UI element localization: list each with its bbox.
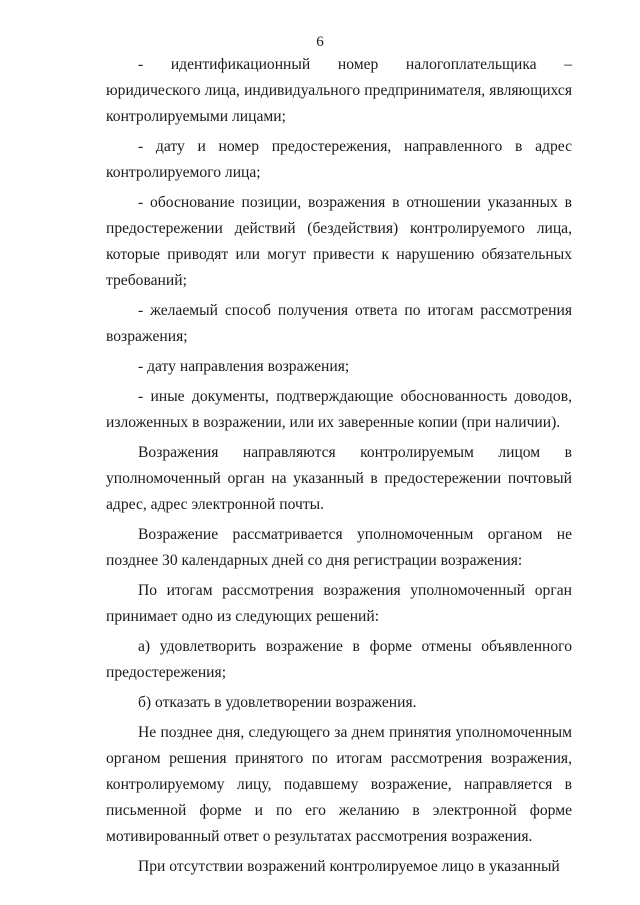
paragraph-reply-method: - желаемый способ получения ответа по итогам рассмотрения возражения; bbox=[106, 302, 572, 345]
paragraph-review-period: Возражение рассматривается уполномоченным органом не позднее 30 календарных дней со дня регистрации возражения: bbox=[106, 526, 572, 569]
paragraph-objections-sent: Возражения направляются контролируемым лицом в уполномоченный орган на указанный в предостережении почтовый адрес, адрес электронной почты. bbox=[106, 444, 572, 513]
paragraph-decisions: По итогам рассмотрения возражения уполномоченный орган принимает одно из следующих решений: bbox=[106, 582, 572, 625]
document-body bbox=[106, 52, 572, 880]
paragraph-sending-date: - дату направления возражения; bbox=[138, 358, 350, 375]
paragraph-other-documents: - иные документы, подтверждающие обоснованность доводов, изложенных в возражении, или их заверенные копии (при наличии). bbox=[106, 388, 572, 431]
paragraph-warning-date: - дату и номер предостережения, направленного в адрес контролируемого лица; bbox=[106, 138, 572, 181]
paragraph-decision-a: а) удовлетворить возражение в форме отмены объявленного предостережения; bbox=[106, 638, 572, 681]
paragraph-reasoned-reply: Не позднее дня, следующего за днем принятия уполномоченным органом решения принятого по итогам рассмотрения возражения, контролируемому лицу, подавшему возражение, направляется в письменной форме и по его желанию в электронной форме мотивированный ответ о результатах рассмотрения возражения. bbox=[106, 724, 572, 845]
paragraph-justification: - обоснование позиции, возражения в отношении указанных в предостережении действий (бездействия) контролируемого лица, которые приводят или могут привести к нарушению обязательных требований; bbox=[106, 194, 572, 289]
paragraph-decision-b: б) отказать в удовлетворении возражения. bbox=[138, 694, 417, 711]
page-number: 6 bbox=[316, 34, 324, 50]
paragraph-no-objections: При отсутствии возражений контролируемое лицо в указанный bbox=[138, 858, 560, 875]
paragraph-taxpayer-id: - идентификационный номер налогоплательщика – юридического лица, индивидуального предпринимателя, являющихся контролируемыми лицами; bbox=[106, 56, 572, 125]
